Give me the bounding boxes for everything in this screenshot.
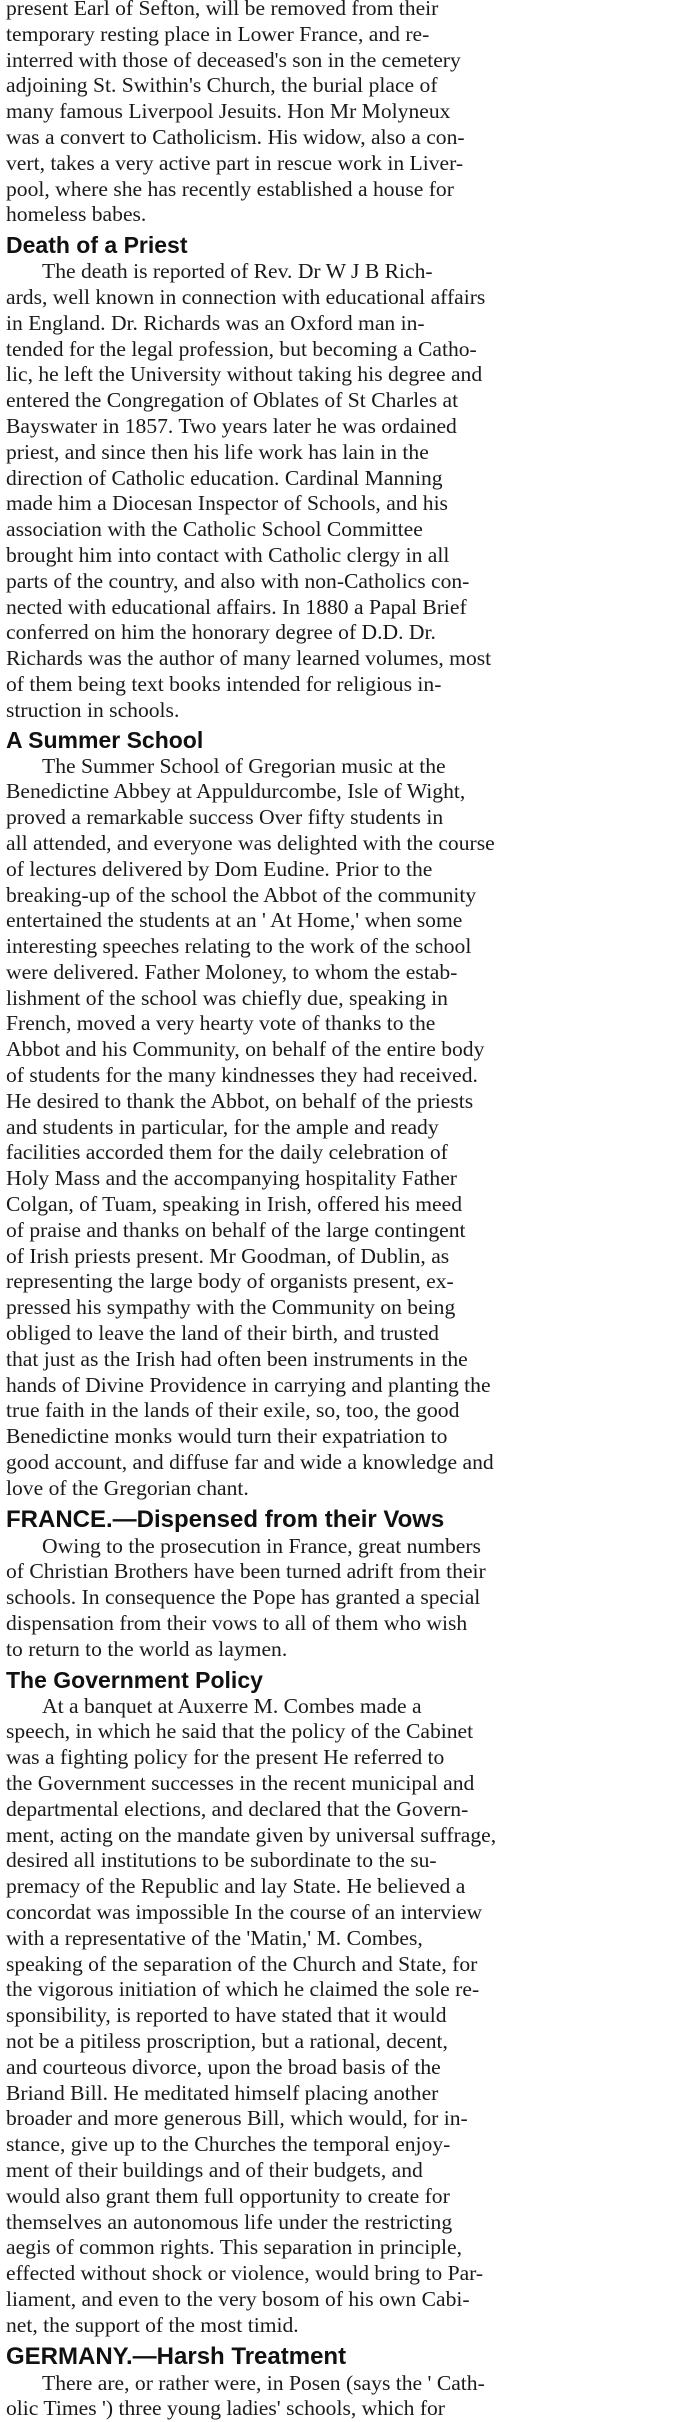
article-france-body: Owing to the prosecution in France, great numbers of Christian Brothers have been turned adrift from their schools. In consequence the Pope has granted a special dispensation from their vows to all of them who wish to return to the world as laymen.	[6, 1533, 486, 1661]
article-intro-body: present Earl of Sefton, will be removed from their temporary resting place in Lower France, and re- interred with those of deceased's son in the cemetery adjoining St. Swithin's Church, the burial place of many famous Liverpool Jesuits. Hon Mr Molyneux was a convert to Catholicism. His widow, also a con- vert, takes a very active part in rescue work in Liver- pool, where she has recently established a house for homeless babes.	[6, 0, 465, 227]
heading-death-of-priest: Death of a Priest	[6, 232, 188, 259]
article-death-of-priest-body: The death is reported of Rev. Dr W J B Rich- ards, well known in connection with educational affairs in England. Dr. Richards was an Oxford man in- tended for the legal profession, but becoming a Catho- lic, he left the University without taking his degree and entered the Congregation of Oblates of St Charles at Bayswater in 1857. Two years later he was ordained priest, and since then his life work has lain in the direction of Catholic education. Cardinal Manning made him a Diocesan Inspector of Schools, and his association with the Catholic School Committee brought him into contact with Catholic clergy in all parts of the country, and also with non-Catholics con- nected with educational affairs. In 1880 a Papal Brief conferred on him the honorary degree of D.D. Dr. Richards was the author of many learned volumes, most of them being text books intended for religious in- struction in schools.	[6, 259, 492, 722]
heading-summer-school: A Summer School	[6, 726, 204, 753]
article-government-policy-body: At a banquet at Auxerre M. Combes made a speech, in which he said that the policy of the Cabinet was a fighting policy for the present He referred to the Government successes in the recent municipal and departmental elections, and declared that the Govern- ment, acting on the mandate given by universal suffrage, desired all institutions to be subordinate to the su- premacy of the Republic and lay State. He believed a concordat was impossible In the course of an interview with a representative of the 'Matin,' M. Combes, speaking of the separation of the Church and State, for the vigorous initiation of which he claimed the sole re- sponsibility, is reported to have stated that it would not be a pitiless proscription, but a rational, decent, and courteous divorce, upon the broad basis of the Briand Bill. He meditated himself placing another broader and more generous Bill, which would, for in- stance, give up to the Churches the temporal enjoy- ment of their buildings and of their budgets, and would also grant them full opportunity to create for themselves an autonomous life under the restricting aegis of common rights. This separation in principle, effected without shock or violence, would bring to Par- liament, and even to the very bosom of his own Cabi- net, the support of the most timid.	[6, 1693, 497, 2337]
article-summer-school-body: The Summer School of Gregorian music at the Benedictine Abbey at Appuldurcombe, Isle of Wight, proved a remarkable success Over fifty students in all attended, and everyone was delighted with the course of lectures delivered by Dom Eudine. Prior to the breaking-up of the school the Abbot of the community entertained the students at an ' At Home,' when some interesting speeches relating to the work of the school were delivered. Father Moloney, to whom the estab- lishment of the school was chiefly due, speaking in French, moved a very hearty vote of thanks to the Abbot and his Community, on behalf of the entire body of students for the many kindnesses they had received. He desired to thank the Abbot, on behalf of the priests and students in particular, for the ample and ready facilities accorded them for the daily celebration of Holy Mass and the accompanying hospitality Father Colgan, of Tuam, speaking in Irish, offered his meed of praise and thanks on behalf of the large contingent of Irish priests present. Mr Goodman, of Dublin, as representing the large body of organists present, ex- pressed his sympathy with the Community on being obliged to leave the land of their birth, and trusted that just as the Irish had often been instruments in the hands of Divine Providence in carrying and planting the true faith in the lands of their exile, so, too, the good Benedictine monks would turn their expatriation to good account, and diffuse far and wide a knowledge and love of the Gregorian chant.	[6, 753, 495, 1500]
heading-france: FRANCE.—Dispensed from their Vows	[6, 1505, 445, 1533]
heading-germany: GERMANY.—Harsh Treatment	[6, 2342, 347, 2370]
article-germany-body: There are, or rather were, in Posen (says the ' Cath- olic Times ') three young ladies' schools, which for	[6, 2370, 485, 2421]
heading-government-policy: The Government Policy	[6, 1666, 263, 1693]
